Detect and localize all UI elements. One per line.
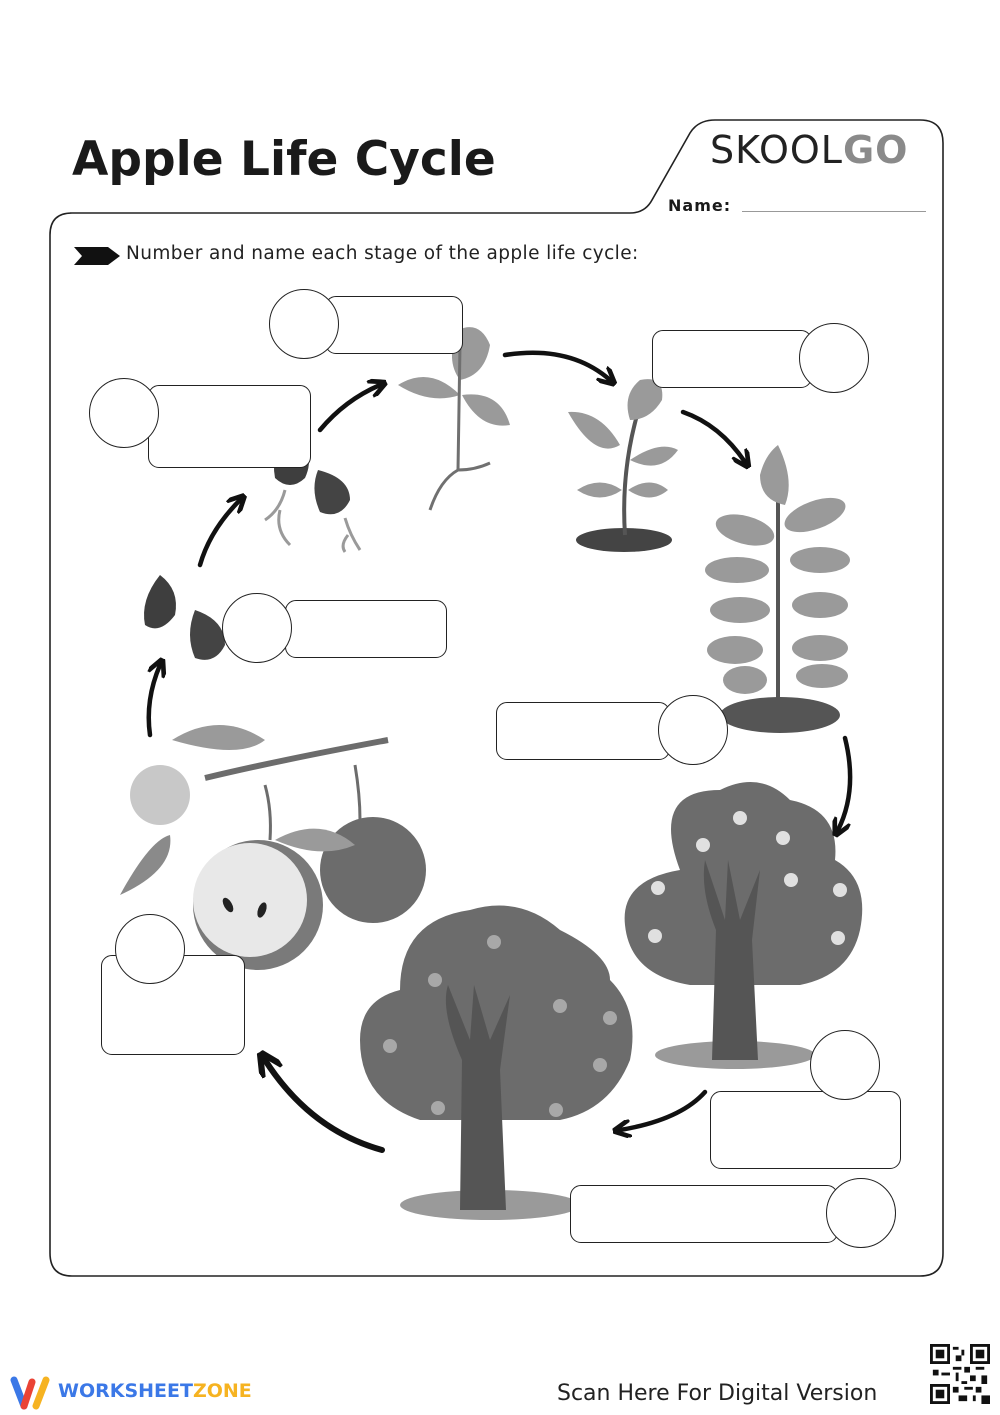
- brand-zone: ZONE: [192, 1380, 252, 1402]
- instruction-text: Number and name each stage of the apple life cycle:: [126, 243, 639, 264]
- stage-number-circle-seedling[interactable]: [799, 323, 869, 393]
- stage-number-circle-sapling[interactable]: [658, 695, 728, 765]
- stage-name-box-germination[interactable]: [148, 385, 311, 468]
- stage-number-circle-sprout[interactable]: [269, 289, 339, 359]
- stage-number-circle-germination[interactable]: [89, 378, 159, 448]
- brand-worksheet: WORKSHEET: [58, 1380, 193, 1402]
- stage-number-circle-fruit[interactable]: [115, 914, 185, 984]
- stage-name-box-fruiting-tree[interactable]: [570, 1185, 838, 1243]
- tree-with-blossoms-illustration: [625, 782, 863, 1069]
- scan-instruction: Scan Here For Digital Version: [557, 1381, 878, 1406]
- stage-number-circle-fruiting-tree[interactable]: [826, 1178, 896, 1248]
- logo-part2: GO: [842, 128, 909, 172]
- worksheetzone-brand: [58, 1380, 252, 1402]
- stage-name-box-sprout[interactable]: [325, 296, 463, 354]
- stage-number-circle-seeds[interactable]: [222, 593, 292, 663]
- sprout-illustration: [398, 327, 510, 510]
- stage-name-box-seeds[interactable]: [285, 600, 447, 658]
- name-label: Name:: [668, 196, 732, 215]
- page-title: Apple Life Cycle: [72, 132, 496, 187]
- logo-part1: SKOOL: [710, 128, 843, 172]
- tree-with-apples-illustration: [360, 906, 633, 1221]
- seedling-illustration: [568, 379, 678, 552]
- young-tree-illustration: [705, 445, 850, 733]
- stage-name-box-sapling[interactable]: [496, 702, 670, 760]
- stage-name-box-seedling[interactable]: [652, 330, 812, 388]
- apple-seeds-illustration: [144, 575, 225, 660]
- worksheetzone-logo-icon: [10, 1376, 52, 1410]
- stage-name-box-flowering-tree[interactable]: [710, 1091, 901, 1169]
- stage-number-circle-flowering-tree[interactable]: [810, 1030, 880, 1100]
- qr-code-icon[interactable]: [930, 1343, 990, 1405]
